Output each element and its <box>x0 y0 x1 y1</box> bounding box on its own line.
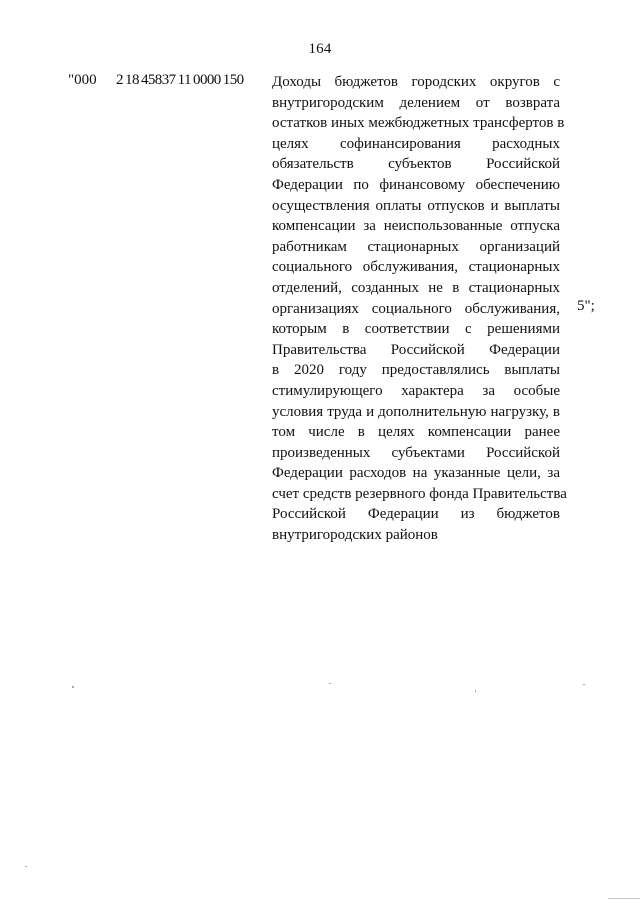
description-line: внутригородским делением от возврата <box>272 94 560 111</box>
budget-code-prefix: "000 <box>68 72 97 88</box>
scan-speck <box>583 684 585 685</box>
description-line: произведенных субъектами Российской <box>272 444 560 461</box>
description-line: внутригородских районов <box>272 527 438 544</box>
scan-speck <box>25 866 27 867</box>
description-line: счет средств резервного фонда Правительства <box>272 485 567 502</box>
description-line: отделений, созданных не в стационарных <box>272 279 560 296</box>
description-line: Доходы бюджетов городских округов с <box>272 74 560 90</box>
description-line: обязательств субъектов Российской <box>272 156 560 173</box>
page-number: 164 <box>308 41 332 57</box>
description-line: остатков иных межбюджетных трансфертов в <box>272 115 565 132</box>
description-line: целях софинансирования расходных <box>272 135 560 152</box>
description-line: в 2020 году предоставлялись выплаты <box>272 362 560 379</box>
description-line: условия труда и дополнительную нагрузку, в <box>272 403 560 420</box>
scan-edge <box>608 898 640 899</box>
scan-speck <box>329 683 331 684</box>
income-description <box>272 72 567 546</box>
description-line: Федерации по финансовому обеспечению <box>272 176 560 193</box>
description-line: том числе в целях компенсации ранее <box>272 424 560 441</box>
description-line: работникам стационарных организаций <box>272 238 560 255</box>
budget-classification-code: 2 18 45837 11 0000 150 <box>116 72 244 88</box>
description-line: Федерации расходов на указанные цели, за <box>272 465 560 482</box>
scan-speck <box>475 690 476 692</box>
description-line: Правительства Российской Федерации <box>272 341 560 358</box>
description-line: социального обслуживания, стационарных <box>272 259 560 276</box>
description-line: компенсации за неиспользованные отпуска <box>272 218 560 235</box>
description-line: осуществления оплаты отпусков и выплаты <box>272 197 560 214</box>
description-line: Российской Федерации из бюджетов <box>272 506 560 523</box>
description-line: организациях социального обслуживания, <box>272 300 560 317</box>
description-line: которым в соответствии с решениями <box>272 321 560 338</box>
scan-speck <box>72 686 74 688</box>
amount-value: 5"; <box>577 298 595 314</box>
description-line: стимулирующего характера за особые <box>272 382 560 399</box>
